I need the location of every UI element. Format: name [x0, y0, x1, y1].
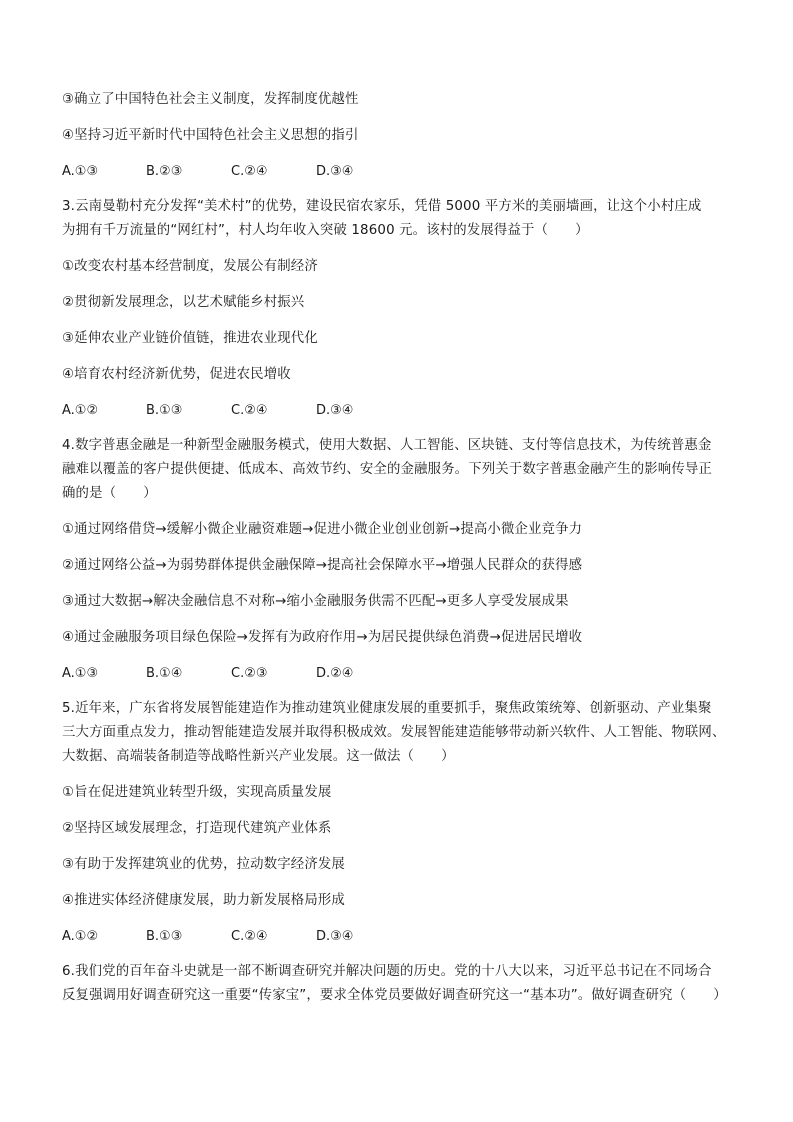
- answer-option: A.①②: [62, 929, 99, 944]
- text-line: 三大方面重点发力，推动智能建造发展并取得积极成效。发展智能建造能够带动新兴软件、人工智能、物联网、: [62, 725, 726, 740]
- answer-option: D.③④: [316, 164, 354, 179]
- text-line: 确的是（ ）: [62, 486, 157, 501]
- answer-option: B.①③: [146, 403, 183, 418]
- answer-option: B.②③: [146, 164, 183, 179]
- text-line: ③延伸农业产业链价值链，推进农业现代化: [62, 331, 318, 346]
- answer-option: A.①③: [62, 666, 99, 681]
- text-line: ②坚持区域发展理念，打造现代建筑产业体系: [62, 821, 332, 836]
- text-line: 为拥有千万流量的“网红村”，村人均年收入突破 18600 元。该村的发展得益于（ ）: [62, 223, 589, 238]
- answer-option: B.①④: [146, 666, 183, 681]
- text-line: ①通过网络借贷→缓解小微企业融资难题→促进小微企业创业创新→提高小微企业竞争力: [62, 522, 583, 537]
- answer-option: A.①③: [62, 164, 99, 179]
- text-line: ③确立了中国特色社会主义制度，发挥制度优越性: [62, 92, 359, 107]
- text-line: ③有助于发挥建筑业的优势，拉动数字经济发展: [62, 857, 345, 872]
- answer-option: C.②④: [231, 164, 268, 179]
- text-line: 反复强调用好调查研究这一重要“传家宝”，要求全体党员要做好调查研究这一“基本功”。做好调查研究（ ）: [62, 988, 727, 1003]
- text-line: ①旨在促进建筑业转型升级，实现高质量发展: [62, 785, 332, 800]
- text-line: ④培育农村经济新优势，促进农民增收: [62, 367, 291, 382]
- text-line: 融难以覆盖的客户提供便捷、低成本、高效节约、安全的金融服务。下列关于数字普惠金融产生的影响传导正: [62, 462, 712, 477]
- text-line: ②贯彻新发展理念，以艺术赋能乡村振兴: [62, 295, 305, 310]
- answer-option: D.②④: [316, 666, 354, 681]
- text-line: 4.数字普惠金融是一种新型金融服务模式，使用大数据、人工智能、区块链、支付等信息技术，为传统普惠金: [62, 438, 712, 453]
- text-line: 大数据、高端装备制造等战略性新兴产业发展。这一做法（ ）: [62, 749, 455, 764]
- answer-choices: [62, 665, 402, 683]
- answer-choices: [62, 928, 402, 946]
- answer-option: D.③④: [316, 929, 354, 944]
- answer-option: C.②③: [231, 666, 268, 681]
- text-line: 5.近年来，广东省将发展智能建造作为推动建筑业健康发展的重要抓手，聚焦政策统筹、创新驱动、产业集聚: [62, 701, 712, 716]
- answer-option: A.①②: [62, 403, 99, 418]
- answer-choices: [62, 163, 402, 181]
- text-line: 6.我们党的百年奋斗史就是一部不断调查研究并解决问题的历史。党的十八大以来，习近平总书记在不同场合: [62, 964, 712, 979]
- text-line: ④通过金融服务项目绿色保险→发挥有为政府作用→为居民提供绿色消费→促进居民增收: [62, 630, 583, 645]
- text-line: ④推进实体经济健康发展，助力新发展格局形成: [62, 893, 345, 908]
- answer-option: D.③④: [316, 403, 354, 418]
- answer-choices: [62, 402, 402, 420]
- answer-option: C.②④: [231, 929, 268, 944]
- text-line: ③通过大数据→解决金融信息不对称→缩小金融服务供需不匹配→更多人享受发展成果: [62, 594, 569, 609]
- answer-option: C.②④: [231, 403, 268, 418]
- text-line: ④坚持习近平新时代中国特色社会主义思想的指引: [62, 128, 359, 143]
- text-line: ②通过网络公益→为弱势群体提供金融保障→提高社会保障水平→增强人民群众的获得感: [62, 558, 583, 573]
- text-line: 3.云南曼勒村充分发挥“美术村”的优势，建设民宿农家乐，凭借 5000 平方米的美丽墙画，让这个小村庄成: [62, 199, 702, 214]
- text-line: ①改变农村基本经营制度，发展公有制经济: [62, 259, 318, 274]
- answer-option: B.①③: [146, 929, 183, 944]
